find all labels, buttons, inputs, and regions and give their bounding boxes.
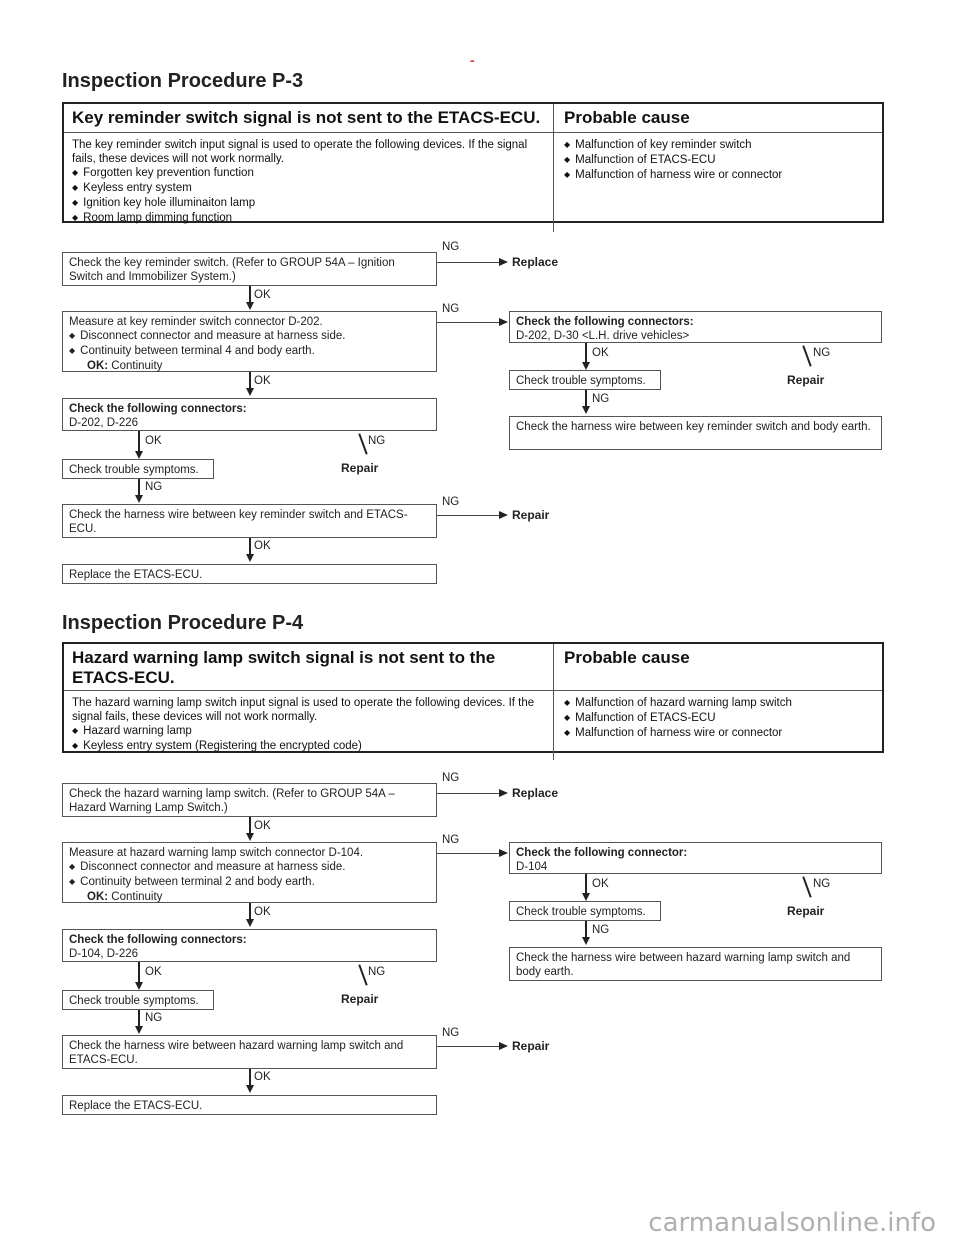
p3-cause-item: ◆ Malfunction of ETACS-ECU xyxy=(564,153,872,168)
p3-causes-cell xyxy=(554,133,882,232)
arrow-down-icon xyxy=(582,893,590,901)
p4-step2-ok-label: OK: xyxy=(87,891,109,903)
arrow-down-icon xyxy=(582,406,590,414)
p4-causes-cell xyxy=(554,691,882,760)
p3-step4-ng-label: NG xyxy=(145,481,163,493)
arrow-right-icon xyxy=(499,258,508,266)
p4-probable-cause-label: Probable cause xyxy=(564,648,690,667)
p3-step5-action: Repair xyxy=(512,508,550,522)
arrow-down-icon xyxy=(135,1026,143,1034)
p4-description-cell xyxy=(64,691,554,760)
arrow-down-icon xyxy=(246,919,254,927)
p3-step1-ng-line xyxy=(437,262,502,263)
p3-step2-line1: Measure at key reminder switch connector D-202. xyxy=(69,316,323,328)
p3-step1-ng-label: NG xyxy=(442,241,460,253)
p4-right-connector-value: D-104 xyxy=(516,861,548,873)
p3-step2-bullet: ◆ Disconnect connector and measure at harness side. xyxy=(69,329,430,344)
arrow-down-icon xyxy=(582,937,590,945)
p4-step1-ng-line xyxy=(437,793,502,794)
p4-right-ng2-label: NG xyxy=(592,924,610,936)
p3-step3-title: Check the following connectors: xyxy=(69,403,247,415)
p4-right-ok-label: OK xyxy=(592,878,609,890)
p3-right-ok-label: OK xyxy=(592,347,609,359)
p4-right-trouble-box xyxy=(509,901,661,921)
p3-step2-ok-value: Continuity xyxy=(111,360,163,372)
p3-step2-ok-label2: OK xyxy=(254,375,271,387)
p3-step4-box xyxy=(62,459,214,479)
p3-step4-text: Check trouble symptoms. xyxy=(69,464,199,476)
p3-step2-box xyxy=(62,311,437,372)
p3-flow-line xyxy=(802,345,811,366)
p3-right-ng2-label: NG xyxy=(592,393,610,405)
p4-flow-line xyxy=(585,874,587,895)
p3-right-harness-text: Check the harness wire between key reminder switch and body earth. xyxy=(516,421,871,433)
p3-step3-repair: Repair xyxy=(341,461,379,475)
p4-step1-ok-label: OK xyxy=(254,820,271,832)
p3-right-connector-title: Check the following connectors: xyxy=(516,316,694,328)
p3-description: The key reminder switch input signal is used to operate the following devices. If the signal fails, these devices will not work normally. xyxy=(72,139,528,165)
p3-summary-header xyxy=(64,104,882,133)
p4-right-ng-label: NG xyxy=(813,878,831,890)
arrow-down-icon xyxy=(246,302,254,310)
p4-flow-line xyxy=(358,964,367,985)
p4-right-repair: Repair xyxy=(787,904,825,918)
arrow-down-icon xyxy=(135,495,143,503)
arrow-down-icon xyxy=(135,982,143,990)
p3-step5-text: Check the harness wire between key reminder switch and ETACS-ECU. xyxy=(69,509,408,535)
p3-right-connector-value: D-202, D-30 <L.H. drive vehicles> xyxy=(516,330,690,342)
arrow-down-icon xyxy=(582,362,590,370)
p3-right-trouble-text: Check trouble symptoms. xyxy=(516,375,646,387)
p3-summary-table xyxy=(62,102,884,223)
p4-step5-ng-line xyxy=(437,1046,502,1047)
p3-cause-item: ◆ Malfunction of harness wire or connector xyxy=(564,168,872,183)
p4-step1-action: Replace xyxy=(512,786,559,800)
p4-step5-ok-label: OK xyxy=(254,1071,271,1083)
p4-step4-box xyxy=(62,990,214,1010)
watermark: carmanualsonline.info xyxy=(648,1208,936,1238)
p3-step2-ok-label: OK: xyxy=(87,360,109,372)
p3-description-cell xyxy=(64,133,554,232)
p3-device-item: ◆ Room lamp dimming function xyxy=(72,211,545,226)
p3-step5-ng-line xyxy=(437,515,502,516)
p4-step3-title: Check the following connectors: xyxy=(69,934,247,946)
p4-step6-box xyxy=(62,1095,437,1115)
p4-flow-line xyxy=(138,962,140,984)
p4-step1-box xyxy=(62,783,437,817)
arrow-right-icon xyxy=(499,1042,508,1050)
arrow-right-icon xyxy=(499,318,508,326)
p3-right-repair: Repair xyxy=(787,373,825,387)
p4-step2-ng-label: NG xyxy=(442,834,460,846)
p3-cause-item: ◆ Malfunction of key reminder switch xyxy=(564,138,872,153)
p4-step3-ng-label: NG xyxy=(368,966,386,978)
p4-title: Inspection Procedure P-4 xyxy=(62,612,304,634)
p3-step5-ok-label: OK xyxy=(254,540,271,552)
p3-step2-ng-label: NG xyxy=(442,303,460,315)
p3-device-item: ◆ Ignition key hole illuminaiton lamp xyxy=(72,196,545,211)
arrow-down-icon xyxy=(246,388,254,396)
p4-cause-item: ◆ Malfunction of hazard warning lamp switch xyxy=(564,696,872,711)
p3-step3-box xyxy=(62,398,437,431)
p4-step4-ng-label: NG xyxy=(145,1012,163,1024)
p4-step5-action: Repair xyxy=(512,1039,550,1053)
p4-step2-ok-value: Continuity xyxy=(111,891,163,903)
p4-step2-bullet: ◆ Continuity between terminal 2 and body earth. xyxy=(69,875,430,890)
p3-flow-line xyxy=(138,431,140,453)
p3-step5-ng-label: NG xyxy=(442,496,460,508)
p4-step3-value: D-104, D-226 xyxy=(69,948,139,960)
p3-step3-value: D-202, D-226 xyxy=(69,417,139,429)
p3-step6-box xyxy=(62,564,437,584)
p3-device-item: ◆ Keyless entry system xyxy=(72,181,545,196)
p3-step2-bullet: ◆ Continuity between terminal 4 and body earth. xyxy=(69,344,430,359)
p4-step2-ng-line xyxy=(437,853,502,854)
p3-title: Inspection Procedure P-3 xyxy=(62,70,304,92)
p3-summary-body xyxy=(64,133,882,232)
p3-probable-cause-label: Probable cause xyxy=(564,108,690,127)
arrow-down-icon xyxy=(246,554,254,562)
p4-step6-text: Replace the ETACS-ECU. xyxy=(69,1100,203,1112)
header-dash: - xyxy=(470,52,475,68)
arrow-right-icon xyxy=(499,511,508,519)
p4-right-connector-title: Check the following connector: xyxy=(516,847,688,859)
p3-step1-ok-label: OK xyxy=(254,289,271,301)
p4-flow-line xyxy=(802,876,811,897)
p4-right-harness-text: Check the harness wire between hazard warning lamp switch and body earth. xyxy=(516,952,851,978)
p3-flow-line xyxy=(358,433,367,454)
p4-step4-text: Check trouble symptoms. xyxy=(69,995,199,1007)
p3-step5-box xyxy=(62,504,437,538)
p3-step3-ok-label: OK xyxy=(145,435,162,447)
p4-step3-ok-label: OK xyxy=(145,966,162,978)
p4-step2-bullet: ◆ Disconnect connector and measure at harness side. xyxy=(69,860,430,875)
p3-step1-text: Check the key reminder switch. (Refer to GROUP 54A – Ignition Switch and Immobilizer System.) xyxy=(69,257,395,283)
p3-step3-ng-label: NG xyxy=(368,435,386,447)
p3-right-connector-box xyxy=(509,311,882,343)
p4-summary-table xyxy=(62,642,884,753)
arrow-down-icon xyxy=(135,451,143,459)
p4-step2-line1: Measure at hazard warning lamp switch connector D-104. xyxy=(69,847,364,859)
p4-step2-ok-label2: OK xyxy=(254,906,271,918)
p4-description: The hazard warning lamp switch input signal is used to operate the following devices. If the signal fails, these devices will not work normally. xyxy=(72,697,535,723)
p3-right-ng-label: NG xyxy=(813,347,831,359)
p3-step1-box xyxy=(62,252,437,286)
p4-step5-text: Check the harness wire between hazard warning lamp switch and ETACS-ECU. xyxy=(69,1040,404,1066)
p3-flow-line xyxy=(585,343,587,364)
p4-device-item: ◆ Hazard warning lamp xyxy=(72,724,545,739)
p4-step1-ng-label: NG xyxy=(442,772,460,784)
p3-right-harness-box xyxy=(509,416,882,450)
p3-right-trouble-box xyxy=(509,370,661,390)
p4-device-item: ◆ Keyless entry system (Registering the encrypted code) xyxy=(72,739,545,754)
p4-step5-ng-label: NG xyxy=(442,1027,460,1039)
p4-step1-text: Check the hazard warning lamp switch. (Refer to GROUP 54A – Hazard Warning Lamp Switch.) xyxy=(69,788,395,814)
p3-symptom: Key reminder switch signal is not sent to the ETACS-ECU. xyxy=(64,104,554,132)
arrow-down-icon xyxy=(246,833,254,841)
p4-cause-item: ◆ Malfunction of harness wire or connector xyxy=(564,726,872,741)
p4-cause-item: ◆ Malfunction of ETACS-ECU xyxy=(564,711,872,726)
p3-device-item: ◆ Forgotten key prevention function xyxy=(72,166,545,181)
p4-right-trouble-text: Check trouble symptoms. xyxy=(516,906,646,918)
arrow-right-icon xyxy=(499,789,508,797)
arrow-down-icon xyxy=(246,1085,254,1093)
p4-symptom: Hazard warning lamp switch signal is not sent to the ETACS-ECU. xyxy=(64,644,554,690)
p4-right-harness-box xyxy=(509,947,882,981)
arrow-right-icon xyxy=(499,849,508,857)
p3-step2-ng-line xyxy=(437,322,502,323)
p4-step5-box xyxy=(62,1035,437,1069)
p3-step6-text: Replace the ETACS-ECU. xyxy=(69,569,203,581)
p4-right-connector-box xyxy=(509,842,882,874)
p4-summary-body xyxy=(64,691,882,760)
p3-step1-action: Replace xyxy=(512,255,559,269)
p4-step3-box xyxy=(62,929,437,962)
p4-step2-box xyxy=(62,842,437,903)
p4-summary-header xyxy=(64,644,882,691)
p4-step3-repair: Repair xyxy=(341,992,379,1006)
